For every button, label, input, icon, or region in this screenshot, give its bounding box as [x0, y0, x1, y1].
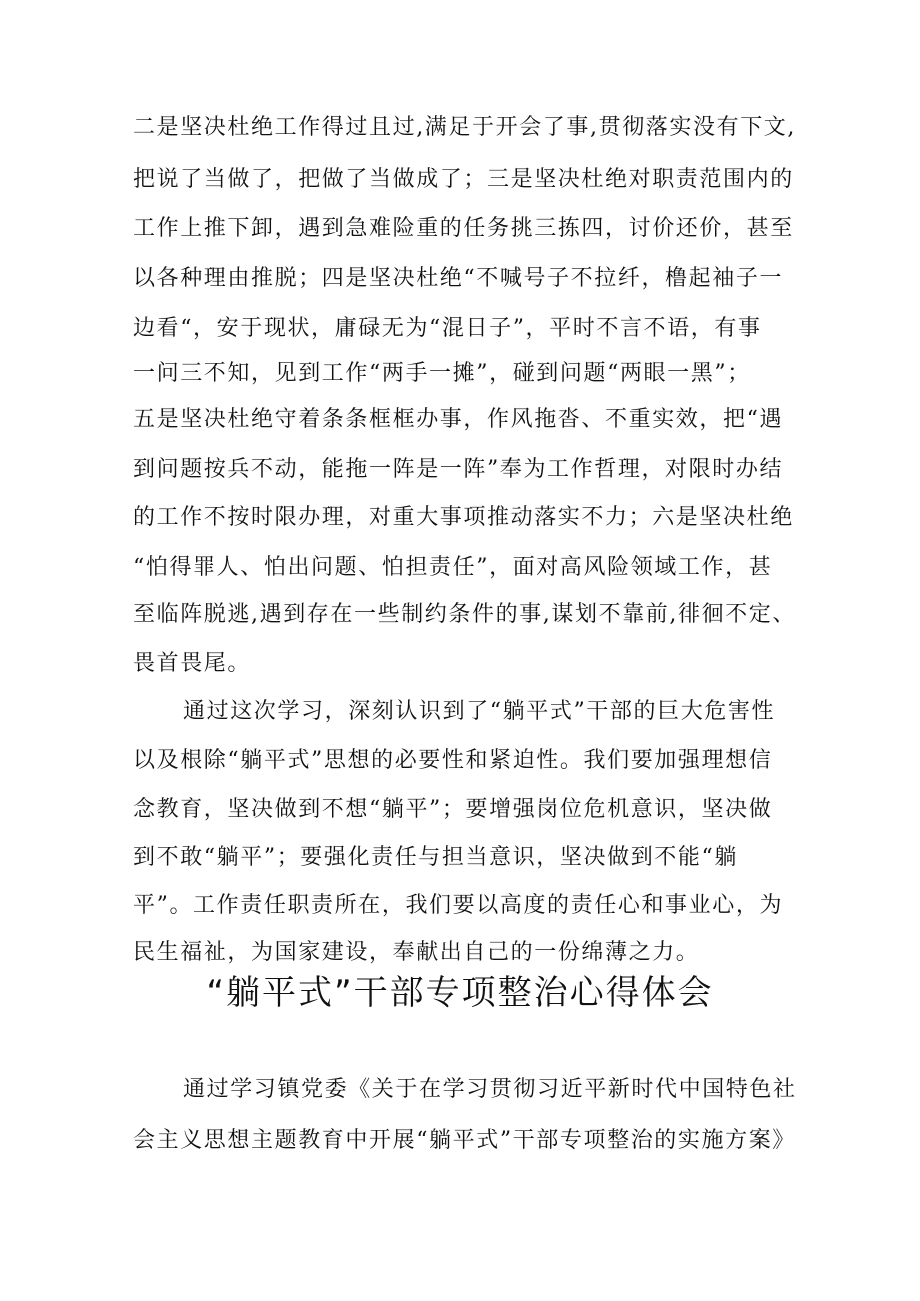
paragraph-line: 畏首畏尾。 [133, 651, 252, 676]
paragraph-line: 边看“，安于现状，庸碌无为“混日子”，平时不言不语，有事 [133, 316, 762, 341]
paragraph-line: 会主义思想主题教育中开展“躺平式”干部专项整治的实施方案》 [133, 1128, 796, 1153]
paragraph-line: 到不敢“躺平”；要强化责任与担当意识，坚决做到不能“躺 [133, 845, 738, 870]
paragraph-line: “怕得罪人、怕出问题、怕担责任”，面对高风险领域工作，甚 [133, 555, 773, 580]
paragraph-line: 到问题按兵不动，能拖一阵是一阵”奉为工作哲理，对限时办结 [133, 457, 784, 482]
paragraph-line: 一问三不知，见到工作“两手一摊”，碰到问题“两眼一黑”； [133, 361, 751, 386]
paragraph-line: 二是坚决杜绝工作得过且过,满足于开会了事,贯彻落实没有下文, [133, 115, 796, 140]
paragraph-line: 通过这次学习，深刻认识到了“躺平式”干部的巨大危害性 [183, 699, 776, 724]
paragraph-line: 通过学习镇党委《关于在学习贯彻习近平新时代中国特色社 [183, 1077, 797, 1102]
section-title: “躺平式”干部专项整治心得体会 [206, 973, 714, 1013]
paragraph-line: 以各种理由推脱；四是坚决杜绝“不喊号子不拉纤，橹起袖子一 [133, 266, 784, 291]
paragraph-line: 念教育，坚决做到不想“躺平”；要增强岗位危机意识，坚决做 [133, 797, 773, 822]
paragraph-line: 五是坚决杜绝守着条条框框办事，作风拖沓、不重实效，把“遇 [133, 407, 784, 432]
paragraph-line: 平”。工作责任职责所在，我们要以高度的责任心和事业心，为 [133, 893, 784, 918]
paragraph-line: 以及根除“躺平式”思想的必要性和紧迫性。我们要加强理想信 [133, 748, 773, 773]
paragraph-line: 工作上推下卸，遇到急难险重的任务挑三拣四，讨价还价，甚至 [133, 216, 794, 241]
paragraph-line: 民生福祉，为国家建设，奉献出自己的一份绵薄之力。 [133, 940, 700, 965]
paragraph-line: 的工作不按时限办理，对重大事项推动落实不力；六是坚决杜绝 [133, 505, 794, 530]
paragraph-line: 把说了当做了，把做了当做成了；三是坚决杜绝对职责范围内的 [133, 167, 794, 192]
paragraph-line: 至临阵脱逃,遇到存在一些制约条件的事,谋划不靠前,徘徊不定、 [133, 602, 796, 627]
